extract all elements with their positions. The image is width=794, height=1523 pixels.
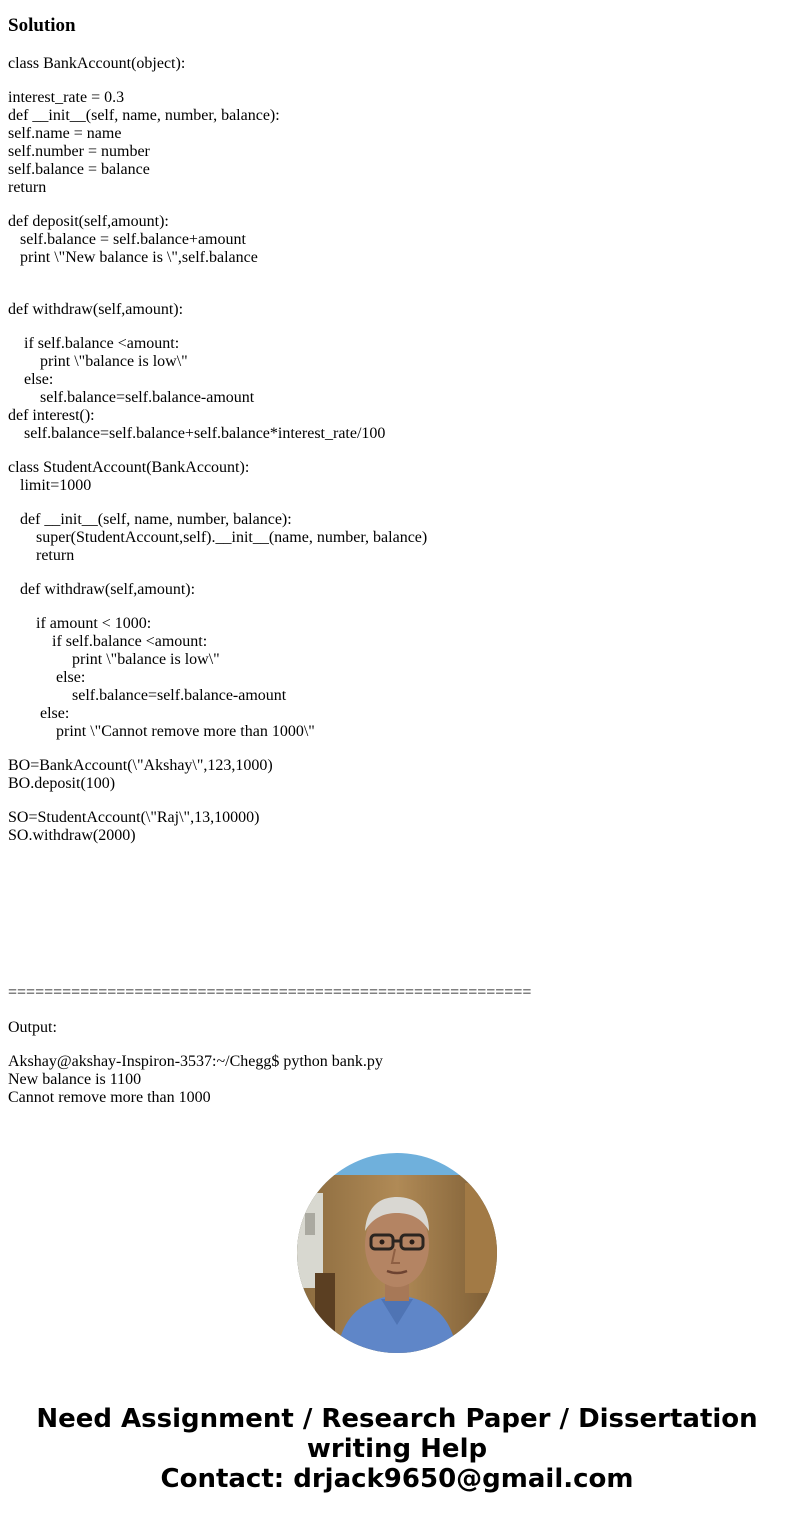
code-line: self.balance = balance	[8, 161, 150, 178]
code-line: self.balance = self.balance+amount	[8, 231, 246, 248]
code-line: def withdraw(self,amount):	[8, 581, 196, 598]
code-line: self.balance=self.balance-amount	[8, 389, 255, 406]
person-portrait-image	[297, 1153, 497, 1353]
code-line: return	[8, 179, 47, 196]
separator-line: ==========================================================	[8, 984, 532, 1001]
code-line: def __init__(self, name, number, balance):	[8, 511, 292, 528]
promo-contact-line: Contact: drjack9650@gmail.com	[160, 1464, 634, 1494]
code-line: if self.balance <amount:	[8, 633, 208, 650]
code-line: def withdraw(self,amount):	[8, 301, 184, 318]
code-line: else:	[8, 705, 70, 722]
code-line: BO=BankAccount(\"Akshay\",123,1000)	[8, 757, 273, 774]
promo-line-1: Need Assignment / Research Paper / Dissertation	[36, 1404, 758, 1434]
code-line: def __init__(self, name, number, balance):	[8, 107, 280, 124]
code-line: self.balance=self.balance-amount	[8, 687, 287, 704]
code-line: SO=StudentAccount(\"Raj\",13,10000)	[8, 809, 260, 826]
code-line: else:	[8, 371, 54, 388]
code-line: self.balance=self.balance+self.balance*interest_rate/100	[8, 425, 386, 442]
code-line: BO.deposit(100)	[8, 775, 116, 792]
code-line: print \"balance is low\"	[8, 651, 220, 668]
output-line: Akshay@akshay-Inspiron-3537:~/Chegg$ python bank.py	[8, 1053, 383, 1070]
code-line: print \"New balance is \",self.balance	[8, 249, 258, 266]
code-line: print \"Cannot remove more than 1000\"	[8, 723, 315, 740]
code-line: class StudentAccount(BankAccount):	[8, 459, 250, 476]
author-photo	[297, 1153, 497, 1353]
code-line: SO.withdraw(2000)	[8, 827, 136, 844]
output-line: Cannot remove more than 1000	[8, 1089, 211, 1106]
code-line: self.name = name	[8, 125, 122, 142]
code-line: interest_rate = 0.3	[8, 89, 125, 106]
code-line: if amount < 1000:	[8, 615, 152, 632]
code-line: print \"balance is low\"	[8, 353, 188, 370]
code-line: else:	[8, 669, 86, 686]
output-line: New balance is 1100	[8, 1071, 142, 1088]
code-line: if self.balance <amount:	[8, 335, 180, 352]
solution-heading: Solution	[8, 15, 76, 36]
code-line: class BankAccount(object):	[8, 55, 186, 72]
code-line: return	[8, 547, 75, 564]
promo-line-2: writing Help	[306, 1434, 488, 1464]
code-line: limit=1000	[8, 477, 92, 494]
code-line: def deposit(self,amount):	[8, 213, 169, 230]
code-line: def interest():	[8, 407, 95, 424]
code-line: super(StudentAccount,self).__init__(name, number, balance)	[8, 529, 428, 546]
code-line: self.number = number	[8, 143, 150, 160]
output-label: Output:	[8, 1019, 57, 1036]
